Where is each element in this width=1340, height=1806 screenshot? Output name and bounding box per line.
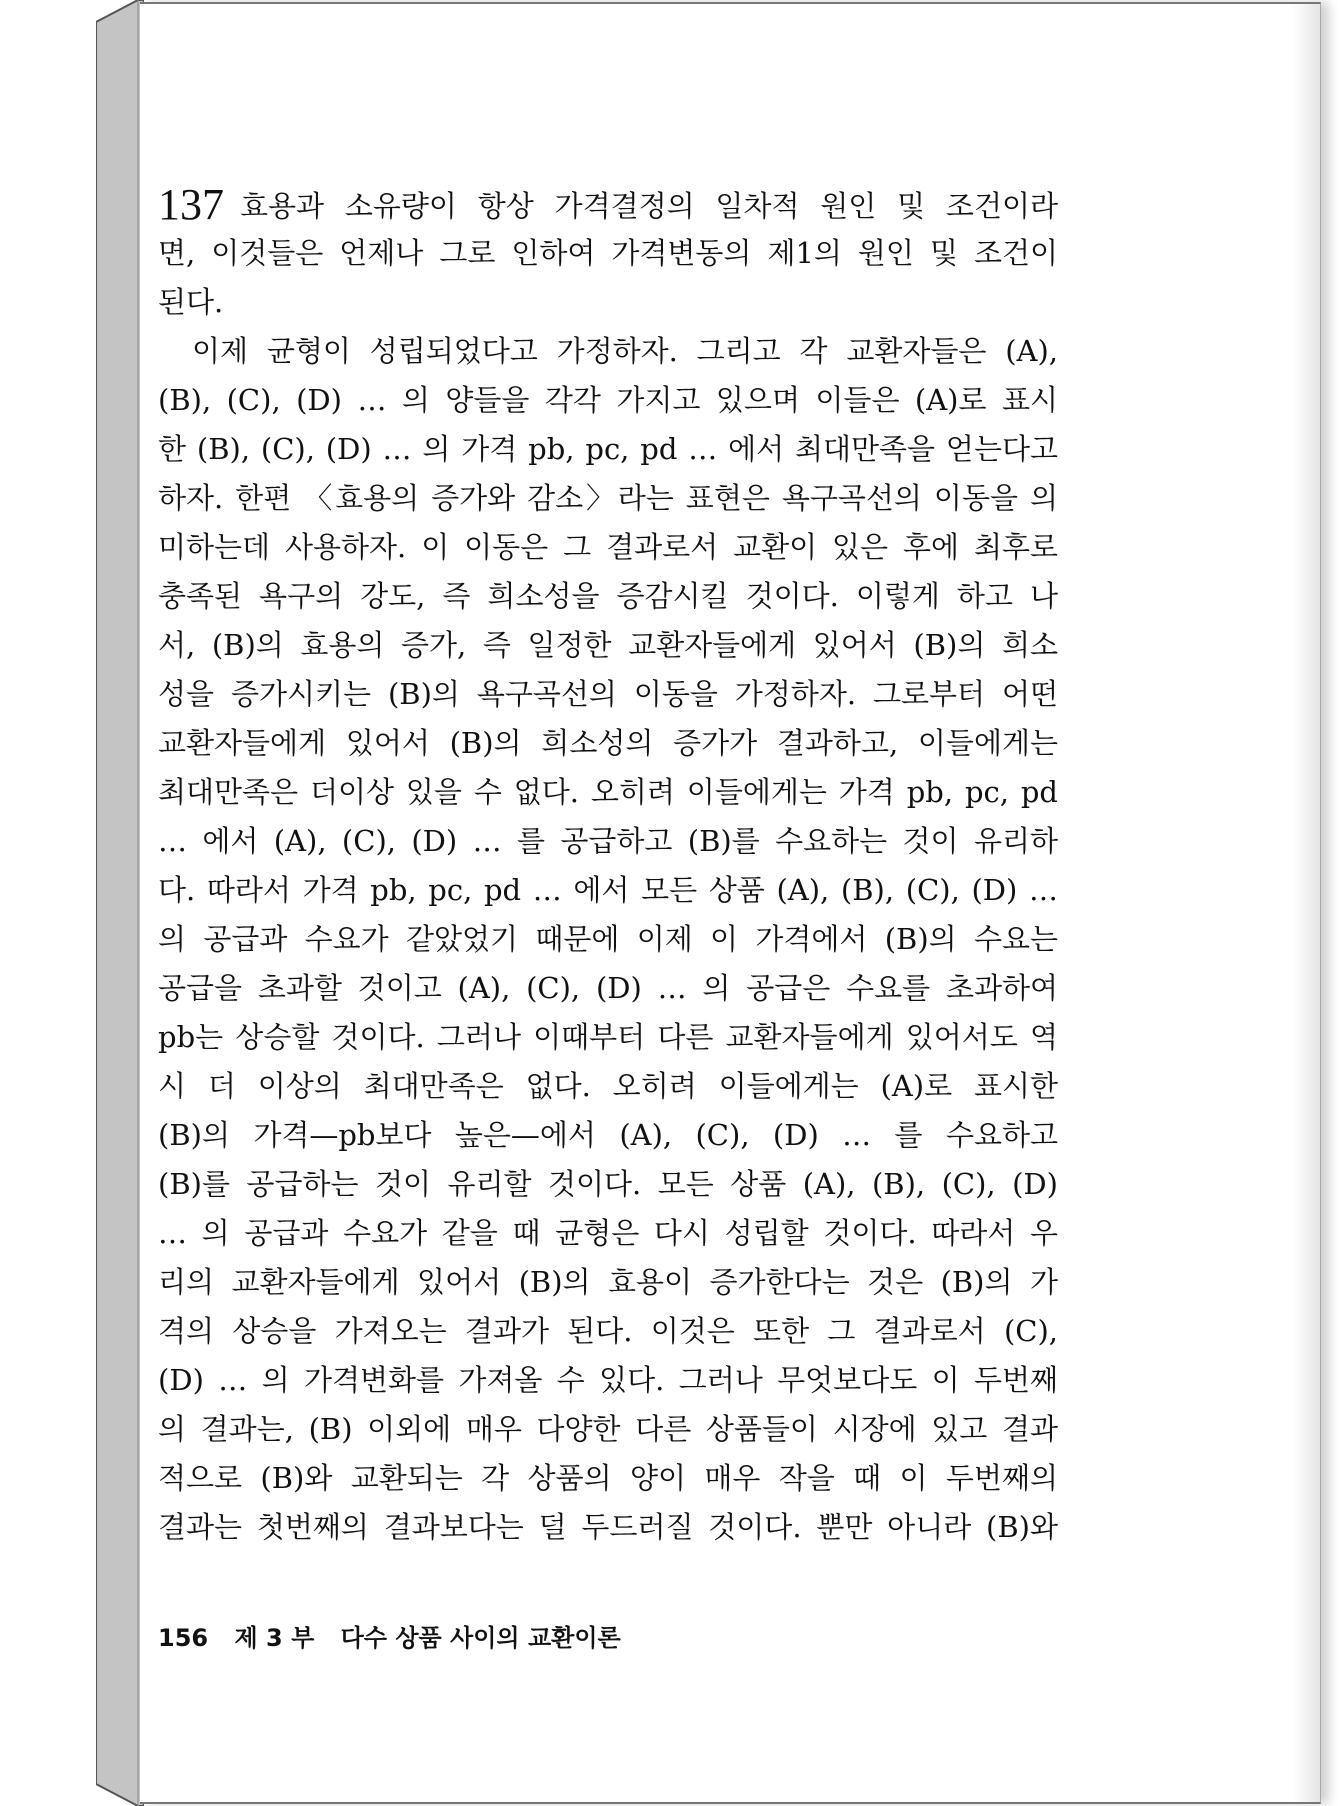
paragraph-line: (D) … 의 가격변화를 가져올 수 있다. 그러나 무엇보다도 이 두번째	[158, 1363, 1058, 1397]
page-number: 156	[158, 1624, 209, 1652]
book-spine-shape	[96, 0, 144, 1806]
paragraph-line: 시 더 이상의 최대만족은 없다. 오히려 이들에게는 (A)로 표시한	[158, 1069, 1058, 1103]
paragraph-line: pb는 상승할 것이다. 그러나 이때부터 다른 교환자들에게 있어서도 역	[158, 1020, 1058, 1054]
paragraph-line: (B), (C), (D) … 의 양들을 각각 가지고 있으며 이들은 (A)로 표시	[158, 383, 1058, 417]
paragraph-line: 격의 상승을 가져오는 결과가 된다. 이것은 또한 그 결과로서 (C),	[158, 1314, 1058, 1348]
paragraph-line: 137 효용과 소유량이 항상 가격결정의 일차적 원인 및 조건이라	[158, 180, 1058, 229]
paragraph-line: 공급을 초과할 것이고 (A), (C), (D) … 의 공급은 수요를 초과하여	[158, 971, 1058, 1005]
paragraph-line: 된다.	[158, 285, 224, 319]
paragraph-line: … 에서 (A), (C), (D) … 를 공급하고 (B)를 수요하는 것이 유리하	[158, 824, 1058, 858]
chapter-title: 다수 상품 사이의 교환이론	[340, 1624, 621, 1652]
page-footer	[158, 1618, 639, 1653]
section-number: 137	[158, 180, 224, 229]
paragraph-line: 하자. 한편 〈효용의 증가와 감소〉라는 표현은 욕구곡선의 이동을 의	[158, 481, 1058, 515]
paragraph-line: 적으로 (B)와 교환되는 각 상품의 양이 매우 작을 때 이 두번째의	[158, 1461, 1058, 1495]
paragraph-line: 미하는데 사용하자. 이 이동은 그 결과로서 교환이 있은 후에 최후로	[158, 530, 1058, 564]
book-spine	[96, 0, 144, 1806]
page-body	[158, 180, 1058, 1552]
paragraph-line: (B)를 공급하는 것이 유리할 것이다. 모든 상품 (A), (B), (C), (D)	[158, 1167, 1058, 1201]
paragraph-line: 이제 균형이 성립되었다고 가정하자. 그리고 각 교환자들은 (A),	[192, 334, 1058, 368]
paragraph-line: 충족된 욕구의 강도, 즉 희소성을 증감시킬 것이다. 이렇게 하고 나	[158, 579, 1058, 613]
paragraph-line: … 의 공급과 수요가 같을 때 균형은 다시 성립할 것이다. 따라서 우	[158, 1216, 1058, 1250]
paragraph-line: 최대만족은 더이상 있을 수 없다. 오히려 이들에게는 가격 pb, pc, pd	[158, 775, 1058, 809]
paragraph-line: 서, (B)의 효용의 증가, 즉 일정한 교환자들에게 있어서 (B)의 희소	[158, 628, 1058, 662]
paragraph-line: 면, 이것들은 언제나 그로 인하여 가격변동의 제1의 원인 및 조건이	[158, 236, 1058, 270]
paragraph-line: (B)의 가격—pb보다 높은—에서 (A), (C), (D) … 를 수요하고	[158, 1118, 1058, 1152]
paragraph-line: 리의 교환자들에게 있어서 (B)의 효용이 증가한다는 것은 (B)의 가	[158, 1265, 1058, 1299]
paragraph-line: 교환자들에게 있어서 (B)의 희소성의 증가가 결과하고, 이들에게는	[158, 726, 1058, 760]
paragraph-line: 결과는 첫번째의 결과보다는 덜 두드러질 것이다. 뿐만 아니라 (B)와	[158, 1510, 1058, 1544]
paragraph-line: 다. 따라서 가격 pb, pc, pd … 에서 모든 상품 (A), (B), (C), (D) …	[158, 873, 1058, 907]
part-label: 제 3 부	[234, 1624, 315, 1652]
paragraph-line: 의 공급과 수요가 같았었기 때문에 이제 이 가격에서 (B)의 수요는	[158, 922, 1058, 956]
paragraph-line: 의 결과는, (B) 이외에 매우 다양한 다른 상품들이 시장에 있고 결과	[158, 1412, 1058, 1446]
paragraph-line: 성을 증가시키는 (B)의 욕구곡선의 이동을 가정하자. 그로부터 어떤	[158, 677, 1058, 711]
paragraph-line: 한 (B), (C), (D) … 의 가격 pb, pc, pd … 에서 최대만족을 얻는다고	[158, 432, 1058, 466]
